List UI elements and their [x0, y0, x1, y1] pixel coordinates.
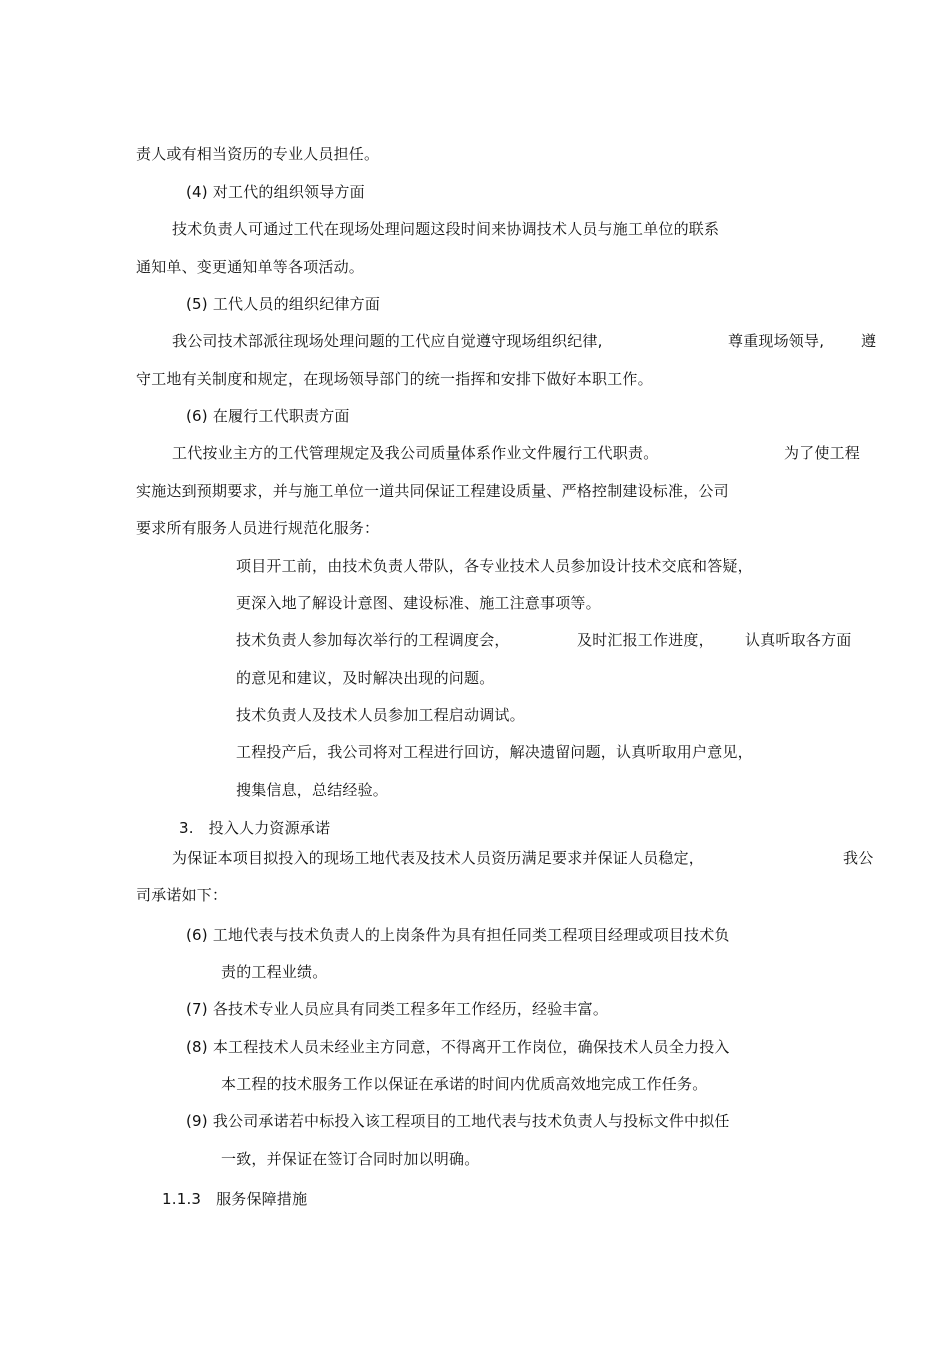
- paragraph-line: [0, 331, 950, 351]
- section-heading-3: 3. 投入人力资源承诺: [179, 819, 331, 837]
- list-line: 技术负责人及技术人员参加工程启动调试。: [236, 706, 525, 724]
- paragraph-line: 守工地有关制度和规定，在现场领导部门的统一指挥和安排下做好本职工作。: [136, 370, 653, 388]
- list-line: 项目开工前，由技术负责人带队，各专业技术人员参加设计技术交底和答疑，: [236, 557, 753, 575]
- list-line: [0, 630, 950, 650]
- paragraph-line: [0, 443, 950, 463]
- text-segment: 及时汇报工作进度，: [577, 631, 714, 649]
- paragraph-line: 通知单、变更通知单等各项活动。: [136, 258, 365, 276]
- list-item-6: (6) 工地代表与技术负责人的上岗条件为具有担任同类工程项目经理或项目技术负: [186, 926, 730, 944]
- paragraph-line: 要求所有服务人员进行规范化服务：: [136, 519, 380, 537]
- paragraph-line: 司承诺如下：: [136, 886, 228, 904]
- text-segment: 我公司技术部派往现场处理问题的工代应自觉遵守现场组织纪律,: [172, 332, 603, 350]
- list-item-9: (9) 我公司承诺若中标投入该工程项目的工地代表与技术负责人与投标文件中拟任: [186, 1112, 730, 1130]
- text-segment: 为保证本项目拟投入的现场工地代表及技术人员资历满足要求并保证人员稳定，: [172, 849, 705, 867]
- list-line: 的意见和建议，及时解决出现的问题。: [236, 669, 495, 687]
- text-segment: 我公: [843, 849, 874, 867]
- list-line: 更深入地了解设计意图、建设标准、施工注意事项等。: [236, 594, 601, 612]
- text-segment: 尊重现场领导,: [728, 332, 825, 350]
- paragraph-line: 责人或有相当资历的专业人员担任。: [136, 145, 380, 163]
- paragraph-line: 实施达到预期要求，并与施工单位一道共同保证工程建设质量、严格控制建设标准，公司: [136, 482, 729, 500]
- list-item-8: (8) 本工程技术人员未经业主方同意，不得离开工作岗位，确保技术人员全力投入: [186, 1038, 730, 1056]
- list-item-continuation: 本工程的技术服务工作以保证在承诺的时间内优质高效地完成工作任务。: [221, 1075, 708, 1093]
- text-segment: 为了使工程: [784, 444, 861, 462]
- text-segment: 认真听取各方面: [745, 631, 852, 649]
- section-heading-6: (6) 在履行工代职责方面: [186, 407, 350, 425]
- subsection-heading-1-1-3: 1.1.3 服务保障措施: [162, 1190, 308, 1208]
- text-segment: 技术负责人参加每次举行的工程调度会，: [236, 631, 510, 649]
- section-heading-5: (5) 工代人员的组织纪律方面: [186, 295, 381, 313]
- text-segment: 工代按业主方的工代管理规定及我公司质量体系作业文件履行工代职责。: [172, 444, 659, 462]
- list-line: 工程投产后，我公司将对工程进行回访，解决遗留问题，认真听取用户意见，: [236, 743, 753, 761]
- paragraph-line: 技术负责人可通过工代在现场处理问题这段时间来协调技术人员与施工单位的联系: [172, 220, 720, 238]
- list-item-continuation: 责的工程业绩。: [221, 963, 328, 981]
- paragraph-line: [0, 848, 950, 868]
- section-heading-4: (4) 对工代的组织领导方面: [186, 183, 365, 201]
- text-segment: 遵: [861, 332, 877, 350]
- list-item-continuation: 一致，并保证在签订合同时加以明确。: [221, 1150, 480, 1168]
- list-item-7: (7) 各技术专业人员应具有同类工程多年工作经历，经验丰富。: [186, 1000, 609, 1018]
- list-line: 搜集信息，总结经验。: [236, 781, 389, 799]
